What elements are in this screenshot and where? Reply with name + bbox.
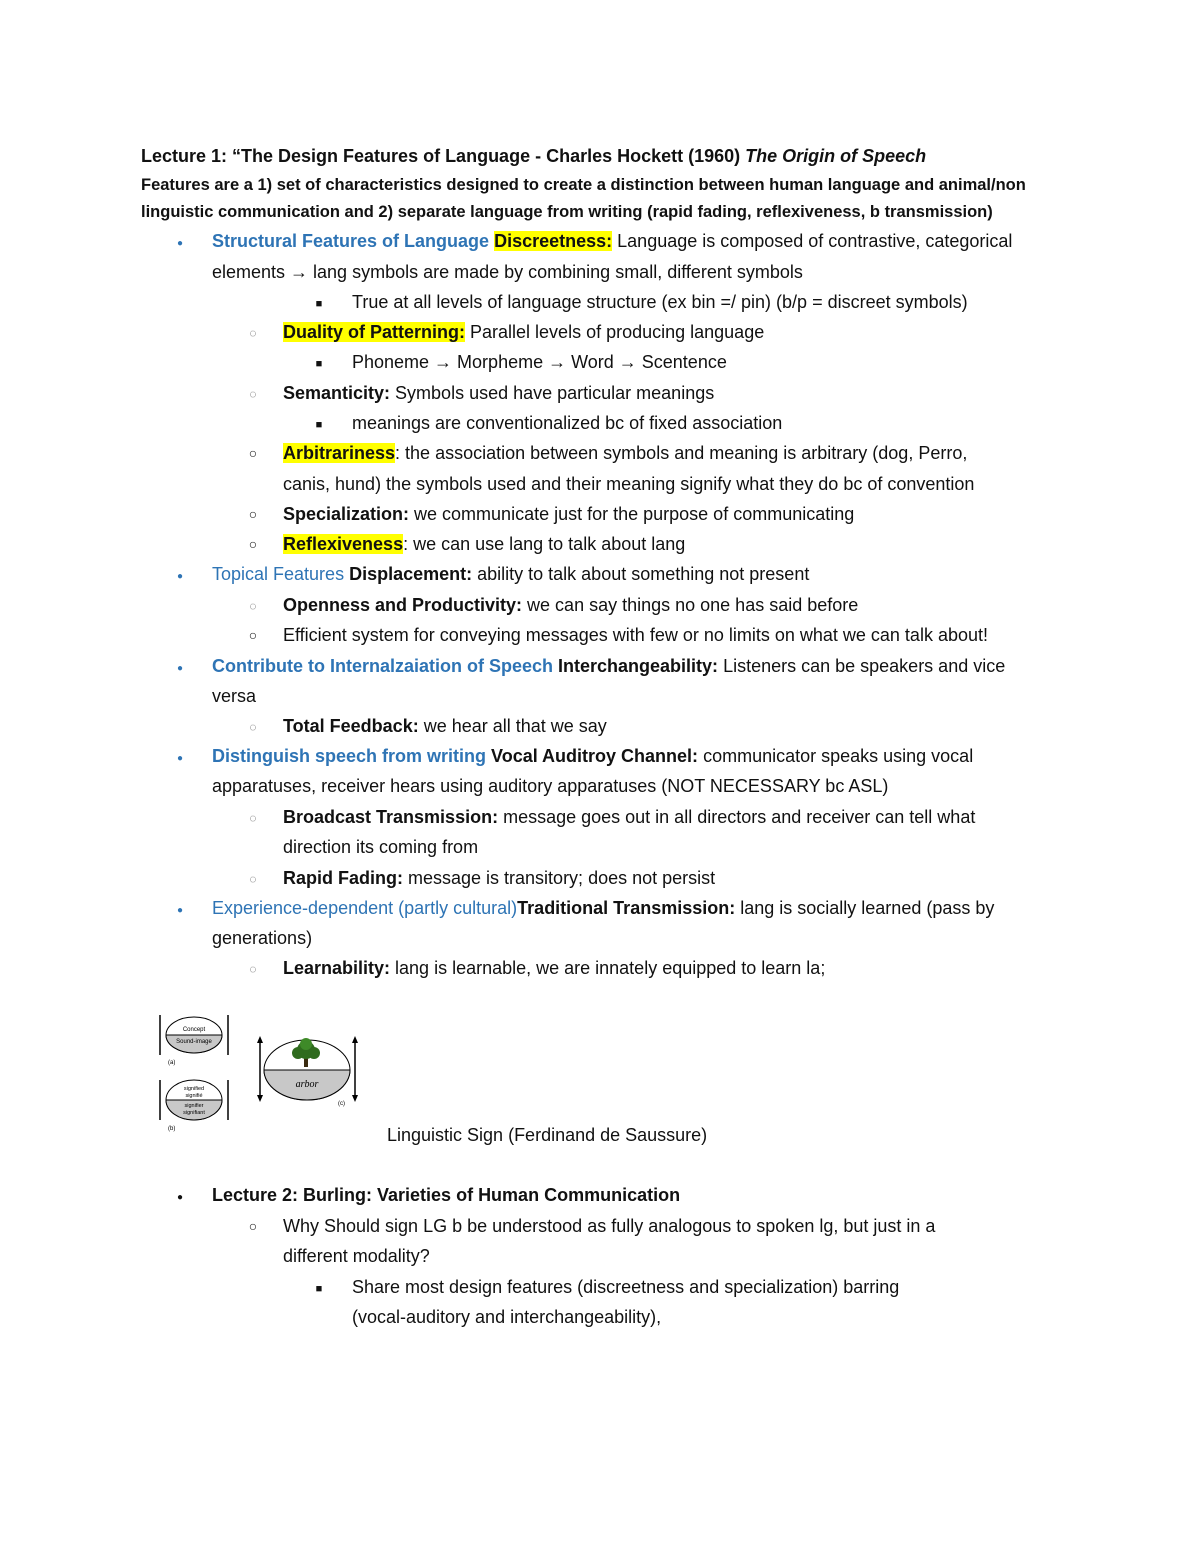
signifier-label: signifier (184, 1103, 204, 1109)
speech-desc: apparatuses, receiver hears using auditory apparatuses (NOT NECESSARY bc ASL) (212, 776, 889, 796)
speech-heading-line: Distinguish speech from writing Vocal Auditroy Channel: communicator speaks using vocal (212, 746, 974, 766)
sub-bullet-icon (246, 867, 260, 890)
sound-image-label: Sound-image (176, 1039, 212, 1045)
experience-desc: generations) (212, 928, 313, 948)
sign-a (160, 1015, 228, 1066)
square-bullet-icon (312, 351, 326, 375)
intro-line-1: Features are a 1) set of characteristics designed to create a distinction between human language and animal/non (141, 176, 1026, 194)
openness-item: Openness and Productivity: we can say things no one has said before (283, 595, 859, 615)
semanticity-sub: meanings are conventionalized bc of fixed association (352, 413, 783, 433)
internal-desc: versa (212, 686, 257, 706)
sub-bullet-icon (246, 382, 260, 405)
learnability-item: Learnability: lang is learnable, we are innately equipped to learn la; (283, 958, 826, 978)
bullet-icon (173, 1184, 187, 1209)
lecture2-question-cont: different modality? (283, 1246, 430, 1266)
sub-bullet-icon (246, 1215, 260, 1237)
signified-fr-label: signifié (185, 1093, 203, 1099)
label-a: (a) (168, 1060, 176, 1066)
rapid-item: Rapid Fading: message is transitory; does not persist (283, 868, 716, 888)
bullet-icon (173, 655, 187, 680)
sub-bullet-icon (246, 503, 260, 525)
lecture2-answer-cont: (vocal-auditory and interchangeability), (352, 1307, 662, 1327)
semanticity-item: Semanticity: Symbols used have particular meanings (283, 383, 715, 403)
efficient-item: Efficient system for conveying messages with few or no limits on what we can talk about! (283, 625, 988, 645)
intro-line-2: linguistic communication and 2) separate language from writing (rapid fading, reflexiveness, b transmission) (141, 203, 993, 221)
saussure-sign-diagram (150, 1010, 365, 1135)
sub-bullet-icon (246, 715, 260, 738)
book-title: The Origin of Speech (745, 146, 927, 166)
figure-caption: Linguistic Sign (Ferdinand de Saussure) (387, 1125, 708, 1145)
square-bullet-icon (312, 412, 326, 436)
specialization-item: Specialization: we communicate just for the purpose of communicating (283, 504, 855, 524)
bullet-icon (173, 745, 187, 770)
sub-bullet-icon (246, 624, 260, 646)
feedback-item: Total Feedback: we hear all that we say (283, 716, 607, 736)
signified-label: signified (183, 1086, 205, 1092)
internal-heading-line: Contribute to Internalzaiation of Speech Interchangeability: Listeners can be speakers and vice (212, 656, 1006, 676)
square-bullet-icon (312, 1276, 326, 1300)
sub-bullet-icon (246, 533, 260, 555)
arbitrariness-item: Arbitrariness: the association between symbols and meaning is arbitrary (dog, Perro, (283, 443, 968, 463)
broadcast-item: Broadcast Transmission: message goes out in all directors and receiver can tell what (283, 807, 976, 827)
sub-bullet-icon (246, 957, 260, 980)
lecture-title: Lecture 1: “The Design Features of Language - Charles Hockett (1960) The Origin of Speech (141, 146, 927, 166)
sign-c (257, 1036, 358, 1107)
discreetness-sub: True at all levels of language structure (ex bin =/ pin) (b/p = discreet symbols) (352, 292, 968, 312)
square-bullet-icon (312, 291, 326, 315)
sub-bullet-icon (246, 594, 260, 617)
concept-label: Concept (182, 1027, 206, 1033)
label-c: (c) (338, 1101, 345, 1107)
structural-desc: elements → lang symbols are made by combining small, different symbols (212, 262, 803, 282)
duality-sub: Phoneme → Morpheme → Word → Scentence (352, 352, 727, 372)
reflexiveness-item: Reflexiveness: we can use lang to talk about lang (283, 534, 686, 554)
broadcast-desc: direction its coming from (283, 837, 479, 857)
bullet-icon (173, 563, 187, 588)
sub-bullet-icon (246, 806, 260, 829)
arbitrariness-desc: canis, hund) the symbols used and their meaning signify what they do bc of convention (283, 474, 975, 494)
sub-bullet-icon (246, 442, 260, 464)
structural-heading-line: Structural Features of Language Discreetness: Language is composed of contrastive, categorical (212, 231, 1013, 251)
signifier-fr-label: signifiant (183, 1110, 205, 1116)
duality-item: Duality of Patterning: Parallel levels of producing language (283, 322, 765, 342)
lecture2-title: Lecture 2: Burling: Varieties of Human Communication (212, 1185, 681, 1205)
sub-bullet-icon (246, 321, 260, 344)
topical-heading-line: Topical Features Displacement: ability to talk about something not present (212, 564, 810, 584)
lecture2-question: Why Should sign LG b be understood as fully analogous to spoken lg, but just in a (283, 1216, 936, 1236)
bullet-icon (173, 230, 187, 255)
bullet-icon (173, 897, 187, 922)
experience-heading-line: Experience-dependent (partly cultural)Traditional Transmission: lang is socially learned (pass by (212, 898, 995, 918)
label-b: (b) (168, 1126, 176, 1132)
lecture2-answer: Share most design features (discreetness and specialization) barring (352, 1277, 900, 1297)
arbor-label: arbor (295, 1079, 319, 1090)
sign-b (160, 1080, 228, 1132)
